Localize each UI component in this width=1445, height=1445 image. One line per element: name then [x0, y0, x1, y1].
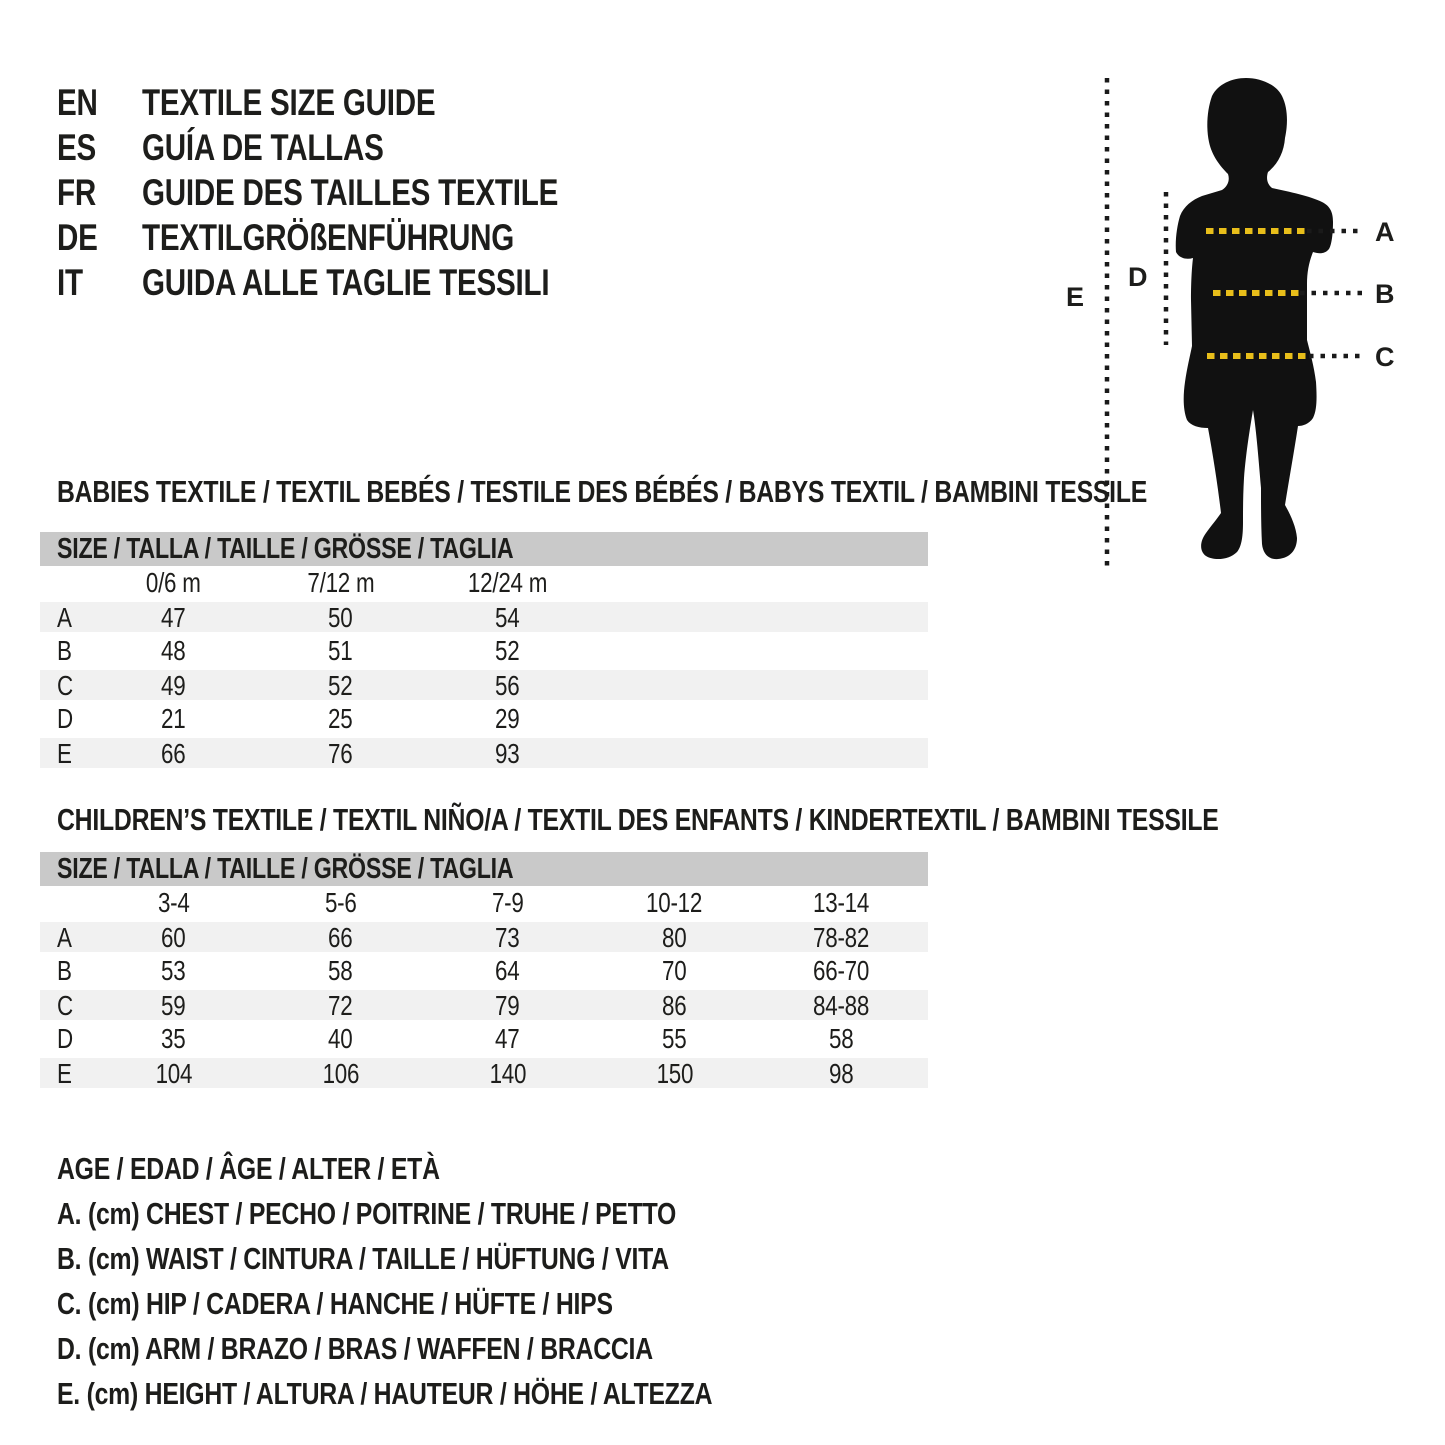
column-header: 13-14	[813, 887, 870, 918]
language-row-en	[57, 80, 662, 125]
value-cell: 70	[662, 955, 687, 986]
value-cell: 49	[161, 670, 186, 701]
label-e: E	[1066, 282, 1085, 312]
language-row-it	[57, 260, 662, 305]
value-cell: 93	[495, 738, 520, 769]
column-header: 10-12	[646, 887, 703, 918]
column-header-row	[40, 566, 928, 600]
row-label-spacer	[40, 567, 90, 599]
children-size-table	[40, 852, 928, 1090]
language-row-de	[57, 215, 662, 260]
value-cell: 78-82	[813, 922, 870, 953]
column-header-row	[40, 886, 928, 920]
row-label: A	[57, 602, 72, 633]
language-code: ES	[57, 126, 97, 168]
column-header: 5-6	[324, 887, 357, 918]
children-section-title: CHILDREN’S TEXTILE / TEXTIL NIÑO/A / TEXTIL DES ENFANTS / KINDERTEXTIL / BAMBINI TESSILE	[57, 802, 1219, 837]
guide-title: TEXTILGRÖßENFÜHRUNG	[142, 216, 515, 258]
value-cell: 51	[328, 635, 353, 666]
value-cell: 50	[328, 602, 353, 633]
language-code: EN	[57, 81, 98, 123]
value-cell: 79	[495, 990, 520, 1021]
guide-title: GUIDA ALLE TAGLIE TESSILI	[142, 261, 550, 303]
row-label: B	[57, 955, 72, 986]
label-a: A	[1375, 217, 1395, 247]
babies-size-table	[40, 532, 928, 770]
table-row-b	[40, 954, 928, 988]
value-cell: 150	[656, 1058, 693, 1089]
table-row-b	[40, 634, 928, 668]
value-cell: 29	[495, 703, 520, 734]
column-header: 0/6 m	[146, 567, 201, 598]
value-cell: 58	[829, 1023, 854, 1054]
value-cell: 140	[489, 1058, 526, 1089]
table-row-a	[40, 600, 928, 634]
size-header-bar: SIZE / TALLA / TAILLE / GRÖSSE / TAGLIA	[40, 532, 928, 566]
row-label-spacer	[40, 887, 90, 919]
measurement-legend	[57, 1146, 876, 1416]
legend-arm: D. (cm) ARM / BRAZO / BRAS / WAFFEN / BRACCIA	[57, 1330, 653, 1366]
value-cell: 73	[495, 922, 520, 953]
value-cell: 66	[328, 922, 353, 953]
row-label: D	[57, 703, 73, 734]
legend-age: AGE / EDAD / ÂGE / ALTER / ETÀ	[57, 1150, 440, 1186]
value-cell: 72	[328, 990, 353, 1021]
table-row-a	[40, 920, 928, 954]
babies-table-body	[40, 566, 928, 770]
language-code: DE	[57, 216, 98, 258]
value-cell: 54	[495, 602, 520, 633]
value-cell: 106	[322, 1058, 359, 1089]
value-cell: 40	[328, 1023, 353, 1054]
table-row-e	[40, 736, 928, 770]
label-d: D	[1128, 262, 1148, 292]
table-row-d	[40, 1022, 928, 1056]
column-header: 12/24 m	[467, 567, 548, 598]
legend-chest: A. (cm) CHEST / PECHO / POITRINE / TRUHE / PETTO	[57, 1195, 677, 1231]
value-cell: 86	[662, 990, 687, 1021]
value-cell: 56	[495, 670, 520, 701]
guide-title: GUIDE DES TAILLES TEXTILE	[142, 171, 559, 213]
children-table-body	[40, 886, 928, 1090]
table-row-c	[40, 668, 928, 702]
column-header: 3-4	[157, 887, 190, 918]
row-label: B	[57, 635, 72, 666]
value-cell: 84-88	[813, 990, 870, 1021]
value-cell: 21	[161, 703, 186, 734]
language-code: IT	[57, 261, 83, 303]
row-label: C	[57, 990, 73, 1021]
value-cell: 53	[161, 955, 186, 986]
guide-title: TEXTILE SIZE GUIDE	[142, 81, 436, 123]
value-cell: 98	[829, 1058, 854, 1089]
language-code: FR	[57, 171, 96, 213]
table-row-c	[40, 988, 928, 1022]
row-label: D	[57, 1023, 73, 1054]
guide-title: GUÍA DE TALLAS	[142, 126, 384, 168]
table-row-e	[40, 1056, 928, 1090]
language-row-fr	[57, 170, 662, 215]
value-cell: 76	[328, 738, 353, 769]
row-label: C	[57, 670, 73, 701]
legend-hip: C. (cm) HIP / CADERA / HANCHE / HÜFTE / HIPS	[57, 1285, 613, 1321]
value-cell: 47	[161, 602, 186, 633]
column-header: 7-9	[491, 887, 524, 918]
language-title-block	[57, 80, 662, 305]
value-cell: 48	[161, 635, 186, 666]
value-cell: 47	[495, 1023, 520, 1054]
value-cell: 66-70	[813, 955, 870, 986]
row-label: E	[57, 1058, 72, 1089]
value-cell: 80	[662, 922, 687, 953]
value-cell: 64	[495, 955, 520, 986]
value-cell: 52	[328, 670, 353, 701]
row-label: A	[57, 922, 72, 953]
value-cell: 59	[161, 990, 186, 1021]
value-cell: 35	[161, 1023, 186, 1054]
value-cell: 66	[161, 738, 186, 769]
babies-section-title: BABIES TEXTILE / TEXTIL BEBÉS / TESTILE DES BÉBÉS / BABYS TEXTIL / BAMBINI TESSILE	[57, 474, 1148, 509]
label-b: B	[1375, 279, 1395, 309]
language-row-es	[57, 125, 662, 170]
legend-waist: B. (cm) WAIST / CINTURA / TAILLE / HÜFTUNG / VITA	[57, 1240, 669, 1276]
value-cell: 55	[662, 1023, 687, 1054]
size-header-bar: SIZE / TALLA / TAILLE / GRÖSSE / TAGLIA	[40, 852, 928, 886]
column-header: 7/12 m	[306, 567, 375, 598]
value-cell: 104	[155, 1058, 192, 1089]
value-cell: 58	[328, 955, 353, 986]
row-label: E	[57, 738, 72, 769]
measurement-diagram	[1050, 60, 1445, 600]
table-row-d	[40, 702, 928, 736]
legend-height: E. (cm) HEIGHT / ALTURA / HAUTEUR / HÖHE / ALTEZZA	[57, 1375, 713, 1411]
label-c: C	[1375, 342, 1395, 372]
value-cell: 52	[495, 635, 520, 666]
value-cell: 25	[328, 703, 353, 734]
value-cell: 60	[161, 922, 186, 953]
